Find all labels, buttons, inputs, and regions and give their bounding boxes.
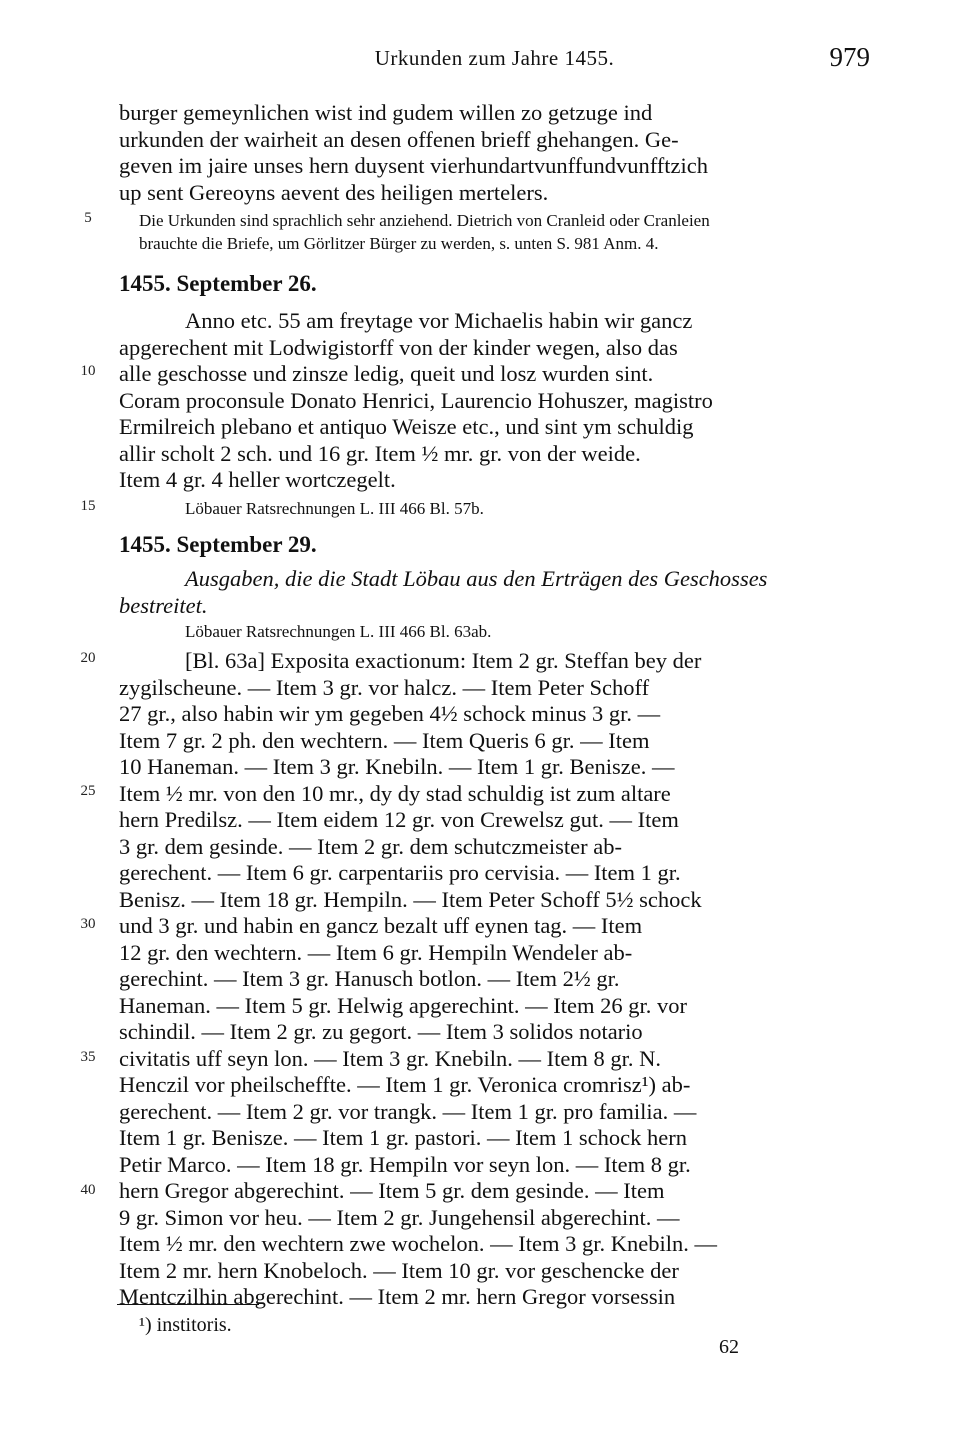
- source-line: Löbauer Ratsrechnungen L. III 466 Bl. 57b.: [185, 499, 484, 518]
- text-line: apgerechent mit Lodwigistorff von der kinder wegen, also das: [119, 334, 678, 360]
- line-number: 25: [80, 783, 96, 799]
- line-number: 30: [80, 916, 96, 932]
- text-line: allir scholt 2 sch. und 16 gr. Item ½ mr. gr. von der weide.: [119, 440, 641, 466]
- text-line: [Bl. 63a] Exposita exactionum: Item 2 gr. Steffan bey der: [185, 648, 702, 673]
- text-line: hern Predilsz. — Item eidem 12 gr. von Crewelsz gut. — Item: [119, 807, 679, 832]
- text-line: Coram proconsule Donato Henrici, Laurencio Hohuszer, magistro: [119, 387, 713, 413]
- running-title: Urkunden zum Jahre 1455.: [374, 46, 615, 70]
- line-number: 10: [80, 363, 96, 379]
- intro-paragraph: [119, 100, 870, 206]
- note-line: brauchte die Briefe, um Görlitzer Bürger zu werden, s. unten S. 981 Anm. 4.: [139, 234, 659, 253]
- text-line: gerechent. — Item 6 gr. carpentariis pro cervisia. — Item 1 gr.: [119, 860, 681, 885]
- text-line: Item ½ mr. von den 10 mr., dy dy stad schuldig ist zum altare: [119, 780, 671, 806]
- line-number: 40: [80, 1182, 96, 1198]
- text-line: Mentczilhin abgerechint. — Item 2 mr. hern Gregor vorsessin: [119, 1284, 676, 1309]
- text-line: gerechint. — Item 3 gr. Hanusch botlon. — Item 2½ gr.: [119, 966, 620, 991]
- running-header: [119, 42, 870, 82]
- text-line: 10 Haneman. — Item 3 gr. Knebiln. — Item 1 gr. Benisze. —: [119, 754, 675, 779]
- subtitle-line: bestreitet.: [119, 592, 208, 618]
- entry-heading: 1455. September 26.: [119, 271, 317, 296]
- text-line: 3 gr. dem gesinde. — Item 2 gr. dem schutczmeister ab-: [119, 833, 622, 859]
- text-line: schindil. — Item 2 gr. zu gegort. — Item 3 solidos notario: [119, 1019, 643, 1044]
- text-line: Item 2 mr. hern Knobeloch. — Item 10 gr. vor geschencke der: [119, 1257, 679, 1283]
- text-line: und 3 gr. und habin en gancz bezalt uff eynen tag. — Item: [119, 913, 643, 938]
- text-line: 12 gr. den wechtern. — Item 6 gr. Hempiln Wendeler ab-: [119, 939, 633, 965]
- source-line: Löbauer Ratsrechnungen L. III 466 Bl. 63ab.: [185, 622, 492, 641]
- subtitle-line: Ausgaben, die die Stadt Löbau aus den Erträgen des Geschosses: [185, 566, 768, 591]
- text-line: Item ½ mr. den wechtern zwe wochelon. — Item 3 gr. Knebiln. —: [119, 1231, 717, 1256]
- line-number: 35: [80, 1049, 96, 1065]
- entry-source: [185, 497, 870, 520]
- text-line: 27 gr., also habin wir ym gegeben 4½ schock minus 3 gr. —: [119, 701, 661, 726]
- text-line: hern Gregor abgerechint. — Item 5 gr. dem gesinde. — Item: [119, 1178, 665, 1203]
- entry-source: [185, 620, 870, 643]
- text-line: Haneman. — Item 5 gr. Helwig apgerechint. — Item 26 gr. vor: [119, 992, 687, 1018]
- footnote-rule: [117, 1304, 259, 1305]
- entry-subtitle: [119, 566, 870, 619]
- text-line: civitatis uff seyn lon. — Item 3 gr. Knebiln. — Item 8 gr. N.: [119, 1045, 662, 1071]
- entry-heading: 1455. September 29.: [119, 532, 317, 557]
- text-line: Petir Marco. — Item 18 gr. Hempiln vor seyn lon. — Item 8 gr.: [119, 1151, 691, 1177]
- text-line: Benisz. — Item 18 gr. Hempiln. — Item Peter Schoff 5½ schock: [119, 886, 702, 912]
- text-line: Henczil vor pheilscheffte. — Item 1 gr. Veronica cromrisz¹) ab-: [119, 1072, 691, 1097]
- text-line: Item 1 gr. Benisze. — Item 1 gr. pastori. — Item 1 schock hern: [119, 1125, 687, 1150]
- line-number: 5: [84, 210, 92, 226]
- intro-note: [139, 209, 870, 255]
- text-line: zygilscheune. — Item 3 gr. vor halcz. — Item Peter Schoff: [119, 674, 650, 700]
- text-line: 9 gr. Simon vor heu. — Item 2 gr. Jungehensil abgerechint. —: [119, 1204, 680, 1230]
- text-line: Anno etc. 55 am freytage vor Michaelis habin wir gancz: [185, 308, 693, 333]
- footnote: ¹) institoris.: [139, 1314, 232, 1336]
- line-number: 15: [80, 498, 96, 514]
- text-line: burger gemeynlichen wist ind gudem willen zo getzuge ind: [119, 100, 653, 125]
- entry-body: [119, 648, 870, 1311]
- text-line: Ermilreich plebano et antiquo Weisze etc., und sint ym schuldig: [119, 414, 694, 439]
- text-line: up sent Gereoyns aevent des heiligen mertelers.: [119, 179, 549, 205]
- text-line: Item 7 gr. 2 ph. den wechtern. — Item Queris 6 gr. — Item: [119, 727, 650, 753]
- page-number: 979: [829, 42, 870, 72]
- text-line: alle geschosse und zinsze ledig, queit und losz wurden sint.: [119, 361, 654, 386]
- text-line: gerechent. — Item 2 gr. vor trangk. — Item 1 gr. pro familia. —: [119, 1098, 697, 1124]
- text-line: Item 4 gr. 4 heller wortczegelt.: [119, 467, 396, 492]
- signature-mark: 62: [719, 1336, 739, 1358]
- line-number: 20: [80, 650, 96, 666]
- text-line: geven im jaire unses hern duysent vierhundartvunffundvunfftzich: [119, 153, 709, 178]
- text-line: urkunden der wairheit an desen offenen brieff ghehangen. Ge-: [119, 126, 679, 152]
- note-line: Die Urkunden sind sprachlich sehr anziehend. Dietrich von Cranleid oder Cranleien: [139, 211, 710, 230]
- entry-body: [119, 308, 870, 494]
